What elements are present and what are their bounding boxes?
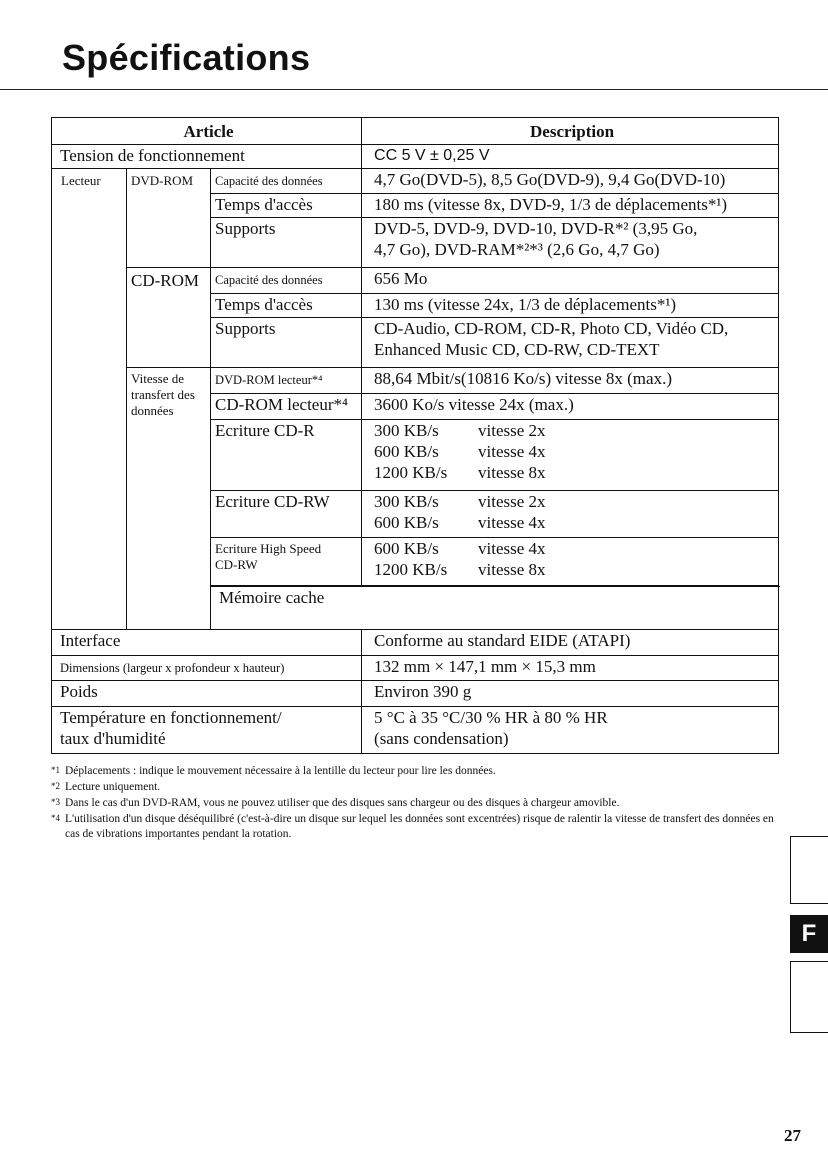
footnote-text: L'utilisation d'un disque déséquilibré (c'est-à-dire un disque sur lequel les données sont excentrées) risque de ralentir la vitesse de transfert des données en cas de vibrations importantes pendant la rotation. [65, 813, 774, 840]
footnote [51, 764, 783, 779]
rate-speed: vitesse 4x [478, 539, 546, 558]
rate-speed: vitesse 4x [478, 513, 546, 532]
footnote-mark: *3 [51, 797, 60, 807]
dvd-supports-line2: 4,7 Go), DVD-RAM*²*³ (2,6 Go, 4,7 Go) [374, 240, 660, 259]
rate-speed: vitesse 2x [478, 421, 546, 440]
rate-kb: 300 KB/s [374, 421, 439, 440]
dvd-access-label: Temps d'accès [211, 194, 362, 218]
footnote-mark: *1 [51, 765, 60, 775]
rate-kb: 1200 KB/s [374, 463, 448, 482]
dimensions-value: 132 mm × 147,1 mm × 15,3 mm [362, 656, 779, 681]
cd-supports-line1: CD-Audio, CD-ROM, CD-R, Photo CD, Vidéo CD, [374, 319, 729, 338]
dvd-supports-line1: DVD-5, DVD-9, DVD-10, DVD-R*² (3,95 Go, [374, 219, 698, 238]
interface-value: Conforme au standard EIDE (ATAPI) [362, 630, 779, 656]
temp-label-line2: taux d'humidité [60, 729, 166, 748]
rate-speed: vitesse 2x [478, 492, 546, 511]
table-row [52, 656, 779, 681]
weight-value: Environ 390 g [362, 681, 779, 707]
table-row [52, 169, 779, 194]
rate-row [374, 491, 774, 512]
weight-label: Poids [52, 681, 362, 707]
dimensions-label: Dimensions (largeur x profondeur x hauteur) [52, 656, 362, 681]
cd-supports-label: Supports [211, 318, 362, 368]
header-description: Description [362, 118, 779, 145]
rate-speed: vitesse 8x [478, 463, 546, 482]
footnote [51, 812, 783, 842]
footnote [51, 796, 783, 811]
transfer-label [127, 368, 211, 630]
dvd-supports-value [362, 218, 779, 268]
temp-value-line1: 5 °C à 35 °C/30 % HR à 80 % HR [374, 708, 608, 727]
table-row [52, 707, 779, 754]
table-row [52, 268, 779, 294]
dvd-supports-label: Supports [211, 218, 362, 268]
cdrw-write-label: Ecriture CD-RW [211, 491, 362, 538]
footnote-text: Déplacements : indique le mouvement nécessaire à la lentille du lecteur pour lire les données. [65, 765, 496, 777]
cd-supports-value [362, 318, 779, 368]
table-row [52, 145, 779, 169]
cdr-write-label: Ecriture CD-R [211, 420, 362, 491]
rate-speed: vitesse 4x [478, 442, 546, 461]
hs-write-label-line2: CD-RW [215, 557, 258, 572]
cd-capacity-label: Capacité des données [211, 268, 362, 294]
footnote-mark: *4 [51, 813, 60, 823]
rate-row [374, 441, 774, 462]
rate-kb: 1200 KB/s [374, 560, 448, 579]
cd-capacity-value: 656 Mo [362, 268, 779, 294]
dvd-access-value: 180 ms (vitesse 8x, DVD-9, 1/3 de déplacements*¹) [362, 194, 779, 218]
temp-value [362, 707, 779, 754]
temp-label-line1: Température en fonctionnement/ [60, 708, 282, 727]
hs-write-rates [362, 538, 779, 586]
hs-write-label [211, 538, 362, 586]
rate-row [374, 420, 774, 441]
footnote-text: Lecture uniquement. [65, 781, 161, 793]
rate-kb: 300 KB/s [374, 492, 439, 511]
side-tab-box-upper [790, 836, 828, 904]
cd-rom-label: CD-ROM [127, 268, 211, 368]
cdr-write-rates [362, 420, 779, 491]
cdrw-write-rates [362, 491, 779, 538]
specifications-table [51, 117, 779, 754]
rate-row [374, 512, 774, 533]
rate-row [374, 538, 774, 559]
interface-label: Interface [52, 630, 362, 656]
table-row [52, 681, 779, 707]
language-tab-f: F [790, 915, 828, 953]
footnote [51, 780, 783, 795]
transfer-label-line2: transfert des [131, 387, 195, 402]
table-row [52, 630, 779, 656]
transfer-label-line1: Vitesse de [131, 371, 185, 386]
transfer-label-line3: données [131, 403, 174, 418]
lecteur-label: Lecteur [52, 169, 127, 630]
table-header-row [52, 118, 779, 145]
header-article: Article [52, 118, 362, 145]
cd-access-label: Temps d'accès [211, 294, 362, 318]
dvd-capacity-label: Capacité des données [211, 169, 362, 194]
footnote-text: Dans le cas d'un DVD-RAM, vous ne pouvez utiliser que des disques sans chargeur ou des disques à chargeur amovible. [65, 797, 620, 809]
temp-label [52, 707, 362, 754]
rate-speed: vitesse 8x [478, 560, 546, 579]
footnotes [51, 764, 783, 843]
rate-kb: 600 KB/s [374, 513, 439, 532]
page-title: Spécifications [62, 37, 311, 78]
tension-label: Tension de fonctionnement [52, 145, 362, 169]
cd-reader-value: 3600 Ko/s vitesse 24x (max.) [362, 394, 779, 420]
dvd-capacity-value: 4,7 Go(DVD-5), 8,5 Go(DVD-9), 9,4 Go(DVD-10) [362, 169, 779, 194]
hs-write-label-line1: Ecriture High Speed [215, 541, 322, 556]
cd-access-value: 130 ms (vitesse 24x, 1/3 de déplacements*¹) [362, 294, 779, 318]
title-divider [0, 89, 828, 90]
page-number: 27 [784, 1126, 801, 1145]
tension-value: CC 5 V ± 0,25 V [362, 145, 779, 169]
temp-value-line2: (sans condensation) [374, 729, 509, 748]
rate-kb: 600 KB/s [374, 539, 439, 558]
rate-kb: 600 KB/s [374, 442, 439, 461]
dvd-rom-label: DVD-ROM [127, 169, 211, 268]
dvd-reader-value: 88,64 Mbit/s(10816 Ko/s) vitesse 8x (max.) [362, 368, 779, 394]
side-tab-box-lower [790, 961, 828, 1033]
cd-supports-line2: Enhanced Music CD, CD-RW, CD-TEXT [374, 340, 660, 359]
cache-label: Mémoire cache [211, 587, 779, 630]
rate-row [374, 559, 774, 580]
cd-reader-label: CD-ROM lecteur*⁴ [211, 394, 362, 420]
rate-row [374, 462, 774, 483]
footnote-mark: *2 [51, 781, 60, 791]
dvd-reader-label: DVD-ROM lecteur*⁴ [211, 368, 362, 394]
table-row [52, 368, 779, 394]
